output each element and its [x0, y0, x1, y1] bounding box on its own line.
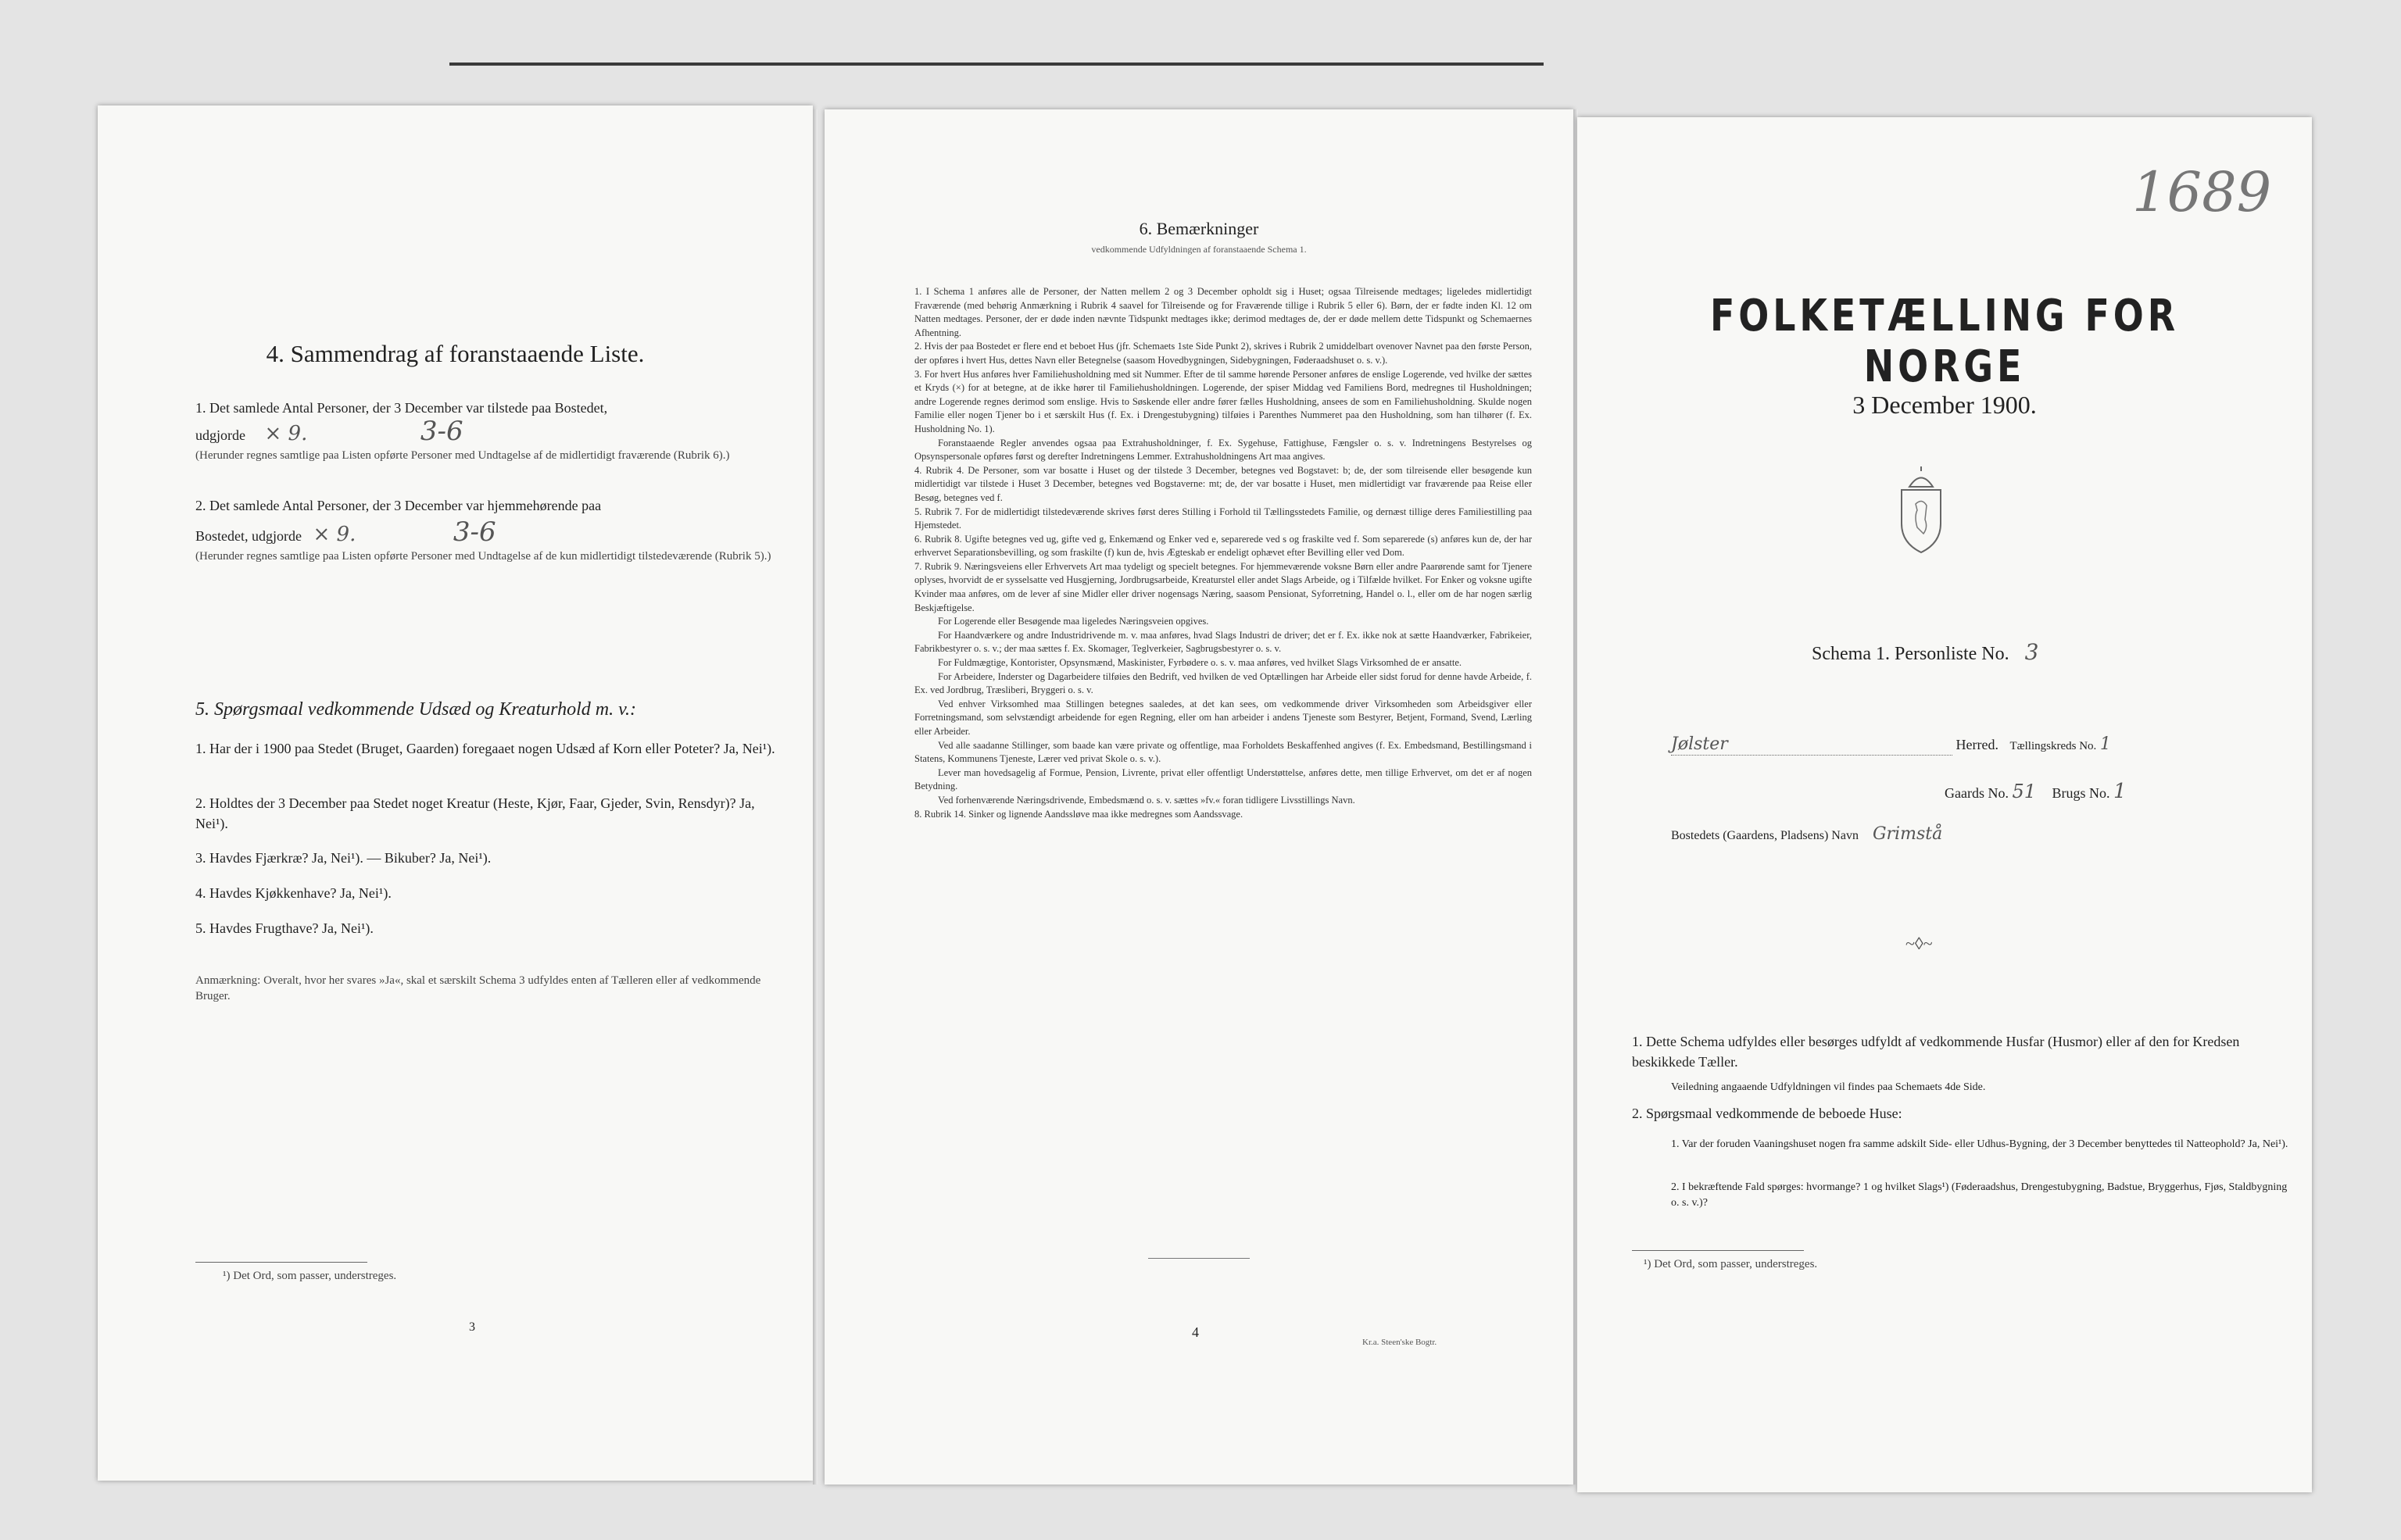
- brugs-handwriting: 1: [2113, 780, 2127, 803]
- section5-title: 5. Spørgsmaal vedkommende Udsæd og Kreaturhold m. v.:: [195, 699, 636, 720]
- schema-label: Schema 1. Personliste No.: [1812, 644, 2009, 664]
- rule-7g: Ved alle saadanne Stillinger, som baade kan være private og offentlige, maa Forholdets Beskaffenhed angives (f. Ex. Embedsmand, Bestillingsmand i Statens, Kommunens Tjeneste, Lærer ved privat Skole o. s. v.).: [914, 739, 1532, 765]
- census-date: 3 December 1900.: [1852, 391, 2037, 419]
- footnote-rule: [195, 1262, 367, 1263]
- archive-stamp-number: 1689: [2132, 160, 2272, 224]
- instruction-1: 1. Dette Schema udfyldes eller besørges udfyldt af vedkommende Husfar (Husmor) eller af den for Kredsen beskikkede Tæller.: [1632, 1034, 2240, 1070]
- summary-item-1-handwriting: × 9.: [264, 422, 308, 445]
- rule-3b: Foranstaaende Regler anvendes ogsaa paa Extrahusholdninger, f. Ex. Sygehuse, Fattighuse, Fængsler o. s. v. Indretningens Bestyrelses og Opsynspersonale opføres først og derefter Indretningens Lemmer. Extrahusholdningens Art maa angives.: [914, 437, 1532, 463]
- remark: Anmærkning: Overalt, hvor her svares »Ja«, skal et særskilt Schema 3 udfyldes enten af Tælleren eller af vedkommende Bruger.: [195, 974, 761, 1002]
- rule-4: 4. Rubrik 4. De Personer, som var bosatte i Huset og der tilstede 3 December, betegnes ved Bogstavet: b; de, der som tilreisende eller besøgende kun midlertidigt var tilstede i Huset 3 December, betegnes ved Bogstaverne: mt; de, der var bosatte i Huset, men midlertidigt var fraværende paa Reise eller Besøg, betegnes ved f.: [914, 464, 1532, 503]
- gaards-label: Gaards No.: [1945, 785, 2009, 801]
- scan-edge: [449, 63, 1544, 66]
- taellingskreds-label: Tællingskreds No.: [2009, 740, 2097, 752]
- remarks-subtitle: vedkommende Udfyldningen af foranstaaende Schema 1.: [1091, 244, 1307, 255]
- summary-item-1: [195, 398, 789, 463]
- norway-coat-of-arms-icon: [1894, 465, 1948, 559]
- page-fold-1: [813, 109, 818, 1485]
- printer-mark: Kr.a. Steen'ske Bogtr.: [1362, 1338, 1437, 1347]
- summary-item-2-note: (Herunder regnes samtlige paa Listen opførte Personer med Undtagelse af de kun midlertidigt tilstedeværende (Rubrik 5).): [195, 550, 771, 563]
- summary-item-2-handwriting: × 9.: [313, 523, 356, 546]
- instruction-2-1: 1. Var der foruden Vaaningshuset nogen fra samme adskilt Side- eller Udhus-Bygning, der 3 December benyttedes til Natteophold? Ja, Nei¹).: [1671, 1138, 2288, 1150]
- instruction-2-2: 2. I bekræftende Fald spørges: hvormange? 1 og hvilket Slags¹) (Føderaadshus, Drengestubygning, Badstue, Bryggerhus, Fjøs, Staldbygning o. s. v.)?: [1671, 1181, 2288, 1209]
- summary-item-2-bostedet: Bostedet, udgjorde: [195, 528, 302, 544]
- rule-7i: Ved forhenværende Næringsdrivende, Embedsmænd o. s. v. sættes »fv.« foran tidligere Livsstillings Navn.: [938, 794, 1355, 806]
- summary-item-1-handwriting-2: 3-6: [420, 416, 463, 447]
- page-left: [98, 105, 813, 1481]
- footnote: ¹) Det Ord, som passer, understreges.: [223, 1270, 397, 1282]
- page-number-left: 3: [469, 1320, 475, 1334]
- rule-5: 5. Rubrik 7. For de midlertidigt tilstedeværende skrives først deres Stilling i Forhold til Tællingsstedets Familie, og dernæst tillige deres Familiestilling paa Hjemstedet.: [914, 506, 1532, 531]
- herred-label: Herred.: [1956, 737, 1998, 752]
- bosted-row: [1671, 824, 1942, 844]
- question-2: 2. Holdtes der 3 December paa Stedet noget Kreatur (Heste, Kjør, Faar, Gjeder, Svin, Rensdyr)? Ja, Nei¹).: [195, 795, 755, 831]
- bosted-label: Bostedets (Gaardens, Pladsens) Navn: [1671, 829, 1859, 842]
- ornament-line: [1148, 1258, 1250, 1259]
- census-title: FOLKETÆLLING FOR NORGE: [1710, 291, 2179, 392]
- summary-item-2-handwriting-2: 3-6: [453, 516, 496, 548]
- herred-handwriting: Jølster: [1671, 734, 1728, 754]
- gaards-row: [1945, 781, 2127, 803]
- rule-7d: For Fuldmægtige, Kontorister, Opsynsmænd, Maskinister, Fyrbødere o. s. v. maa anføres, ved hvilket Slags Virksomhed de er ansatte.: [938, 657, 1462, 669]
- summary-item-1-udgjorde: udgjorde: [195, 427, 245, 443]
- summary-item-2: [195, 496, 789, 564]
- bosted-handwriting: Grimstå: [1872, 824, 1943, 844]
- question-1: 1. Har der i 1900 paa Stedet (Bruget, Gaarden) foregaaet nogen Udsæd af Korn eller Poteter? Ja, Nei¹).: [195, 741, 775, 756]
- brugs-label: Brugs No.: [2052, 785, 2110, 801]
- rule-7c: For Haandværkere og andre Industridrivende m. v. maa anføres, hvad Slags Industri de driver; det er f. Ex. ikke nok at sætte Haandværker, Fabrikeier, Fabrikbestyrer o. s. v.; der maa sættes f. Ex. Skomager, Teglverkeier, Sagbrugsbestyrer o. s. v.: [914, 629, 1532, 655]
- instruction-2: 2. Spørgsmaal vedkommende de beboede Huse:: [1632, 1106, 1902, 1121]
- page-right: [1577, 117, 2312, 1492]
- question-4: 4. Havdes Kjøkkenhave? Ja, Nei¹).: [195, 885, 392, 901]
- page-middle: [825, 109, 1573, 1485]
- page-number-middle: 4: [1192, 1324, 1199, 1340]
- ornament-tilde-icon: ~◊~: [1905, 934, 1933, 953]
- rule-7: 7. Rubrik 9. Næringsveiens eller Erhvervets Art maa tydeligt og specielt betegnes. For hjemmeværende voksne Børn eller andre Paarørende samt for Tjenere oplyses, hvorvidt de er sysselsatte ved Husgjerning, Jordbrugsarbeide, Kreaturstel eller andet Slags Arbeide, og i Tilfælde hvilket. For Enker og voksne ugifte Kvinder maa anføres, om de lever af sine Midler eller driver nogensags Næring, saasom Pensionat, Syforretning, Handel o. l., eller om de har nogen særlig Beskjæftigelse.: [914, 560, 1532, 613]
- gaards-handwriting: 51: [2012, 781, 2037, 802]
- herred-row: [1671, 734, 2281, 756]
- question-3: 3. Havdes Fjærkræ? Ja, Nei¹). — Bikuber? Ja, Nei¹).: [195, 850, 492, 866]
- rule-2: 2. Hvis der paa Bostedet er flere end et beboet Hus (jfr. Schemaets 1ste Side Punkt 2), skrives i Rubrik 2 umiddelbart ovenover Navnet paa den første Person, der opføres i hvert Hus, dettes Navn eller Betegnelse (saasom Hovedbygningen, Sidebygningen, Føderaadshuset o. s. v.).: [914, 341, 1532, 366]
- taellingskreds-handwriting: 1: [2099, 734, 2111, 754]
- rule-6: 6. Rubrik 8. Ugifte betegnes ved ug, gifte ved g, Enkemænd og Enker ved e, separerede ved s og fraskilte ved f. Som separerede (s) anføres kun de, der har erhvervet Separationsbevilling, og som fraskilte (f) kun de, hvis Ægteskab er endeligt ophævet efter Bevilling eller ved Dom.: [914, 533, 1532, 559]
- summary-title: 4. Sammendrag af foranstaaende Liste.: [266, 340, 645, 367]
- summary-item-1-text: 1. Det samlede Antal Personer, der 3 December var tilstede paa Bostedet,: [195, 400, 608, 416]
- herred-field: [1671, 734, 1952, 756]
- rule-3: 3. For hvert Hus anføres hver Familiehusholdning med sit Nummer. Efter de til samme hørende Personer anføres de enslige Logerende, ved hvilke der sættes et Kryds (×) for at betegne, at de ikke hører til Familiehusholdningen. Logerende, der spiser Middag ved Familiens Bord, medregnes til Husholdningen; andre Logerende regnes derimod som enslige. Hvis to Søskende eller andre fører fælles Husholdning, ansees de som en Familiehusholdning. Skulde nogen Familie eller nogen Tjener bo i et særskilt Hus (f. Ex. i Drengestubygning) tilføies i Parenthes Nummeret paa den Husholdning, som han tilhører (f. Ex. Husholdning No. 1).: [914, 368, 1532, 434]
- instruction-1-sub: Veiledning angaaende Udfyldningen vil findes paa Schemaets 4de Side.: [1671, 1081, 1986, 1093]
- summary-item-1-note: (Herunder regnes samtlige paa Listen opførte Personer med Undtagelse af de midlertidigt fraværende (Rubrik 6).): [195, 449, 730, 462]
- footnote-right: ¹) Det Ord, som passer, understreges.: [1644, 1258, 1818, 1270]
- rule-1: 1. I Schema 1 anføres alle de Personer, der Natten mellem 2 og 3 December opholdt sig i Huset; ogsaa Tilreisende medtages; ligeledes midlertidigt Fraværende (med behørig Anmærkning i Rubrik 4 saavel for Tilreisende og for Fraværende tillige i Rubrik 5 eller 6). Børn, der er fødte inden Kl. 12 om Natten medtages. Personer, der er døde inden nævnte Tidspunkt medtages ikke; derimod medtages de, der er døde mellem dette Tidspunkt og Schemaernes Afhentning.: [914, 286, 1532, 338]
- schema-number-handwriting: 3: [2024, 639, 2039, 665]
- rule-7f: Ved enhver Virksomhed maa Stillingen betegnes saaledes, at det kan sees, om vedkommende driver Virksomheden som Arbeidsgiver eller Forretningsmand, som selvstændigt arbeidende for egen Regning, eller om han arbeider i andens Tjeneste som Bestyrer, Betjent, Formand, Svend, Lærling eller Arbeider.: [914, 698, 1532, 737]
- question-5: 5. Havdes Frugthave? Ja, Nei¹).: [195, 920, 374, 936]
- remarks-rules: [914, 285, 1532, 821]
- rule-7e: For Arbeidere, Inderster og Dagarbeidere tilføies den Bedrift, ved hvilken de ved Optællingen har Arbeide eller sidst forud for denne havde Arbeide, f. Ex. ved Jordbrug, Træsliberi, Bryggeri o. s. v.: [914, 670, 1532, 696]
- footnote-rule-right: [1632, 1250, 1804, 1251]
- schema-label-row: [1812, 639, 2038, 665]
- rule-7b: For Logerende eller Besøgende maa ligeledes Næringsveien opgives.: [938, 616, 1209, 627]
- rule-8: 8. Rubrik 14. Sinker og lignende Aandssløve maa ikke medregnes som Aandssvage.: [914, 808, 1243, 820]
- remarks-title: 6. Bemærkninger: [1139, 219, 1259, 238]
- rule-7h: Lever man hovedsagelig af Formue, Pension, Livrente, privat eller offentligt Understøttelse, anføres dette, men tillige Erhvervet, om det er af nogen Betydning.: [914, 766, 1532, 792]
- summary-item-2-text: 2. Det samlede Antal Personer, der 3 December var hjemmehørende paa: [195, 498, 602, 513]
